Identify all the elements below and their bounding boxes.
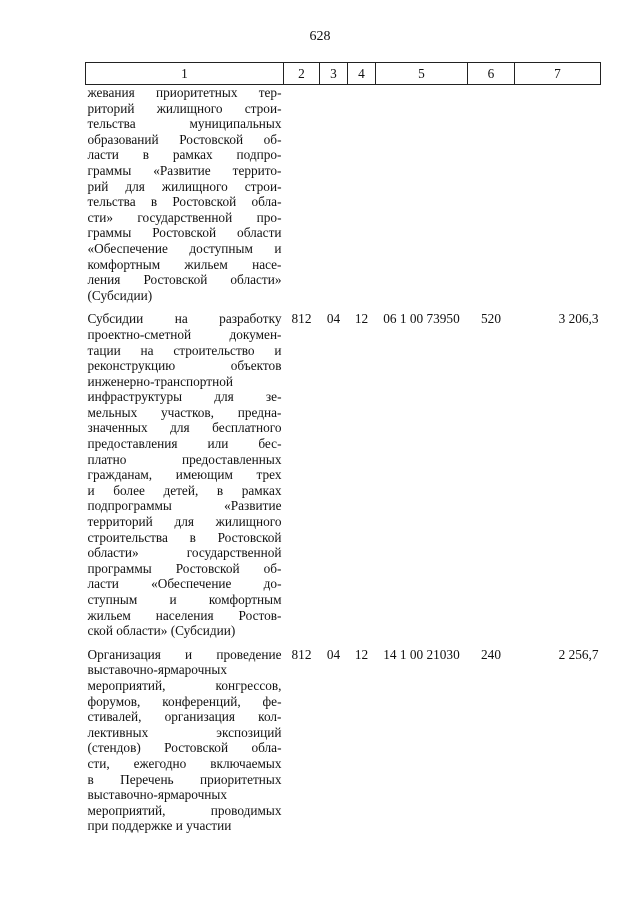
description-line: Организация и проведение	[87, 646, 282, 662]
column-header: 1	[86, 63, 284, 85]
ministry-code: 812	[291, 311, 312, 327]
description-line: Субсидии на разработку	[87, 311, 282, 327]
page-number: 628	[309, 29, 331, 44]
description-line: жевания приоритетных тер-	[87, 85, 282, 100]
expense-type-code	[468, 85, 515, 312]
section-code: 04	[326, 311, 341, 327]
description-line: инженерно-транспортной	[87, 373, 233, 389]
description-line: области» государственной	[87, 545, 282, 561]
description-line: образований Ростовской об-	[87, 131, 282, 147]
budget-table	[85, 62, 601, 842]
description-line: инфраструктуры для зе-	[87, 389, 282, 405]
column-header: 7	[515, 63, 601, 85]
section-code	[320, 85, 348, 312]
column-header: 6	[468, 63, 515, 85]
description-line: стивалей, организация кол-	[87, 709, 282, 725]
target-article-code: 14 1 00 21030	[383, 646, 460, 662]
subsection-code	[348, 85, 376, 312]
description-line: тельства в Ростовской обла-	[87, 194, 282, 210]
description-line: тельства муниципальных	[87, 116, 282, 132]
subsection-code: 12	[354, 646, 369, 662]
column-header: 5	[376, 63, 468, 85]
description-line: территорий для жилищного	[87, 514, 282, 530]
description-line: граммы Ростовской области	[87, 225, 282, 241]
description-line: форумов, конференций, фе-	[87, 693, 282, 709]
description-line: проектно-сметной докумен-	[87, 326, 282, 342]
subsection-code: 12	[354, 311, 369, 327]
row-description	[86, 647, 284, 842]
expense-type-code: 520	[481, 311, 501, 327]
table-row	[86, 647, 601, 842]
description-line: (стендов) Ростовской обла-	[87, 740, 282, 756]
description-line: строительства в Ростовской	[87, 529, 282, 545]
description-line: гражданам, имеющим трех	[87, 467, 282, 483]
description-line: (Субсидии)	[87, 287, 153, 303]
column-header: 2	[284, 63, 320, 85]
description-line: при поддержке и участии	[87, 818, 232, 834]
description-line: лективных экспозиций	[87, 724, 282, 740]
description-line: риторий жилищного строи-	[87, 100, 282, 116]
section-code: 04	[326, 646, 341, 662]
description-line: ласти «Обеспечение до-	[87, 576, 282, 592]
column-header: 3	[320, 63, 348, 85]
description-line: граммы «Развитие террито-	[87, 162, 282, 178]
table-row	[86, 311, 601, 646]
description-line: сти» государственной про-	[87, 209, 282, 225]
description-line: в Перечень приоритетных	[87, 771, 282, 787]
description-line: мероприятий, проводимых	[87, 802, 282, 818]
target-article-code: 06 1 00 73950	[383, 311, 460, 327]
row-description	[86, 311, 284, 646]
row-description	[86, 85, 284, 312]
description-line: ления Ростовской области»	[87, 272, 282, 288]
description-line: платно предоставленных	[87, 451, 282, 467]
description-line: жильем населения Ростов-	[87, 607, 282, 623]
description-line: значенных для бесплатного	[87, 420, 282, 436]
description-line: подпрограммы «Развитие	[87, 498, 282, 514]
description-line: ласти в рамках подпро-	[87, 147, 282, 163]
description-line: ской области» (Субсидии)	[87, 623, 236, 639]
description-line: мельных участков, предна-	[87, 404, 282, 420]
description-line: мероприятий, конгрессов,	[87, 677, 282, 693]
description-line: реконструкцию объектов	[87, 358, 282, 374]
header-row	[86, 63, 601, 85]
ministry-code	[284, 85, 320, 312]
description-line: ступным и комфортным	[87, 592, 282, 607]
description-line: рий для жилищного строи-	[87, 178, 282, 194]
description-line: комфортным жильем насе-	[87, 256, 282, 272]
expense-type-code: 240	[481, 646, 501, 662]
column-header: 4	[348, 63, 376, 85]
description-line: тации на строительство и	[87, 342, 282, 358]
description-line: предоставления или бес-	[87, 436, 282, 452]
amount-value: 2 256,7	[558, 646, 599, 662]
target-article-code	[376, 85, 468, 312]
description-line: программы Ростовской об-	[87, 560, 282, 576]
amount-value	[515, 85, 601, 312]
description-line: сти, ежегодно включаемых	[87, 755, 282, 771]
description-line: выставочно-ярмарочных	[87, 787, 227, 803]
description-line: выставочно-ярмарочных	[87, 662, 227, 678]
amount-value: 3 206,3	[558, 311, 599, 327]
description-line: «Обеспечение доступным и	[87, 240, 282, 256]
table-row	[86, 85, 601, 312]
ministry-code: 812	[291, 646, 312, 662]
description-line: и более детей, в рамках	[87, 482, 282, 498]
